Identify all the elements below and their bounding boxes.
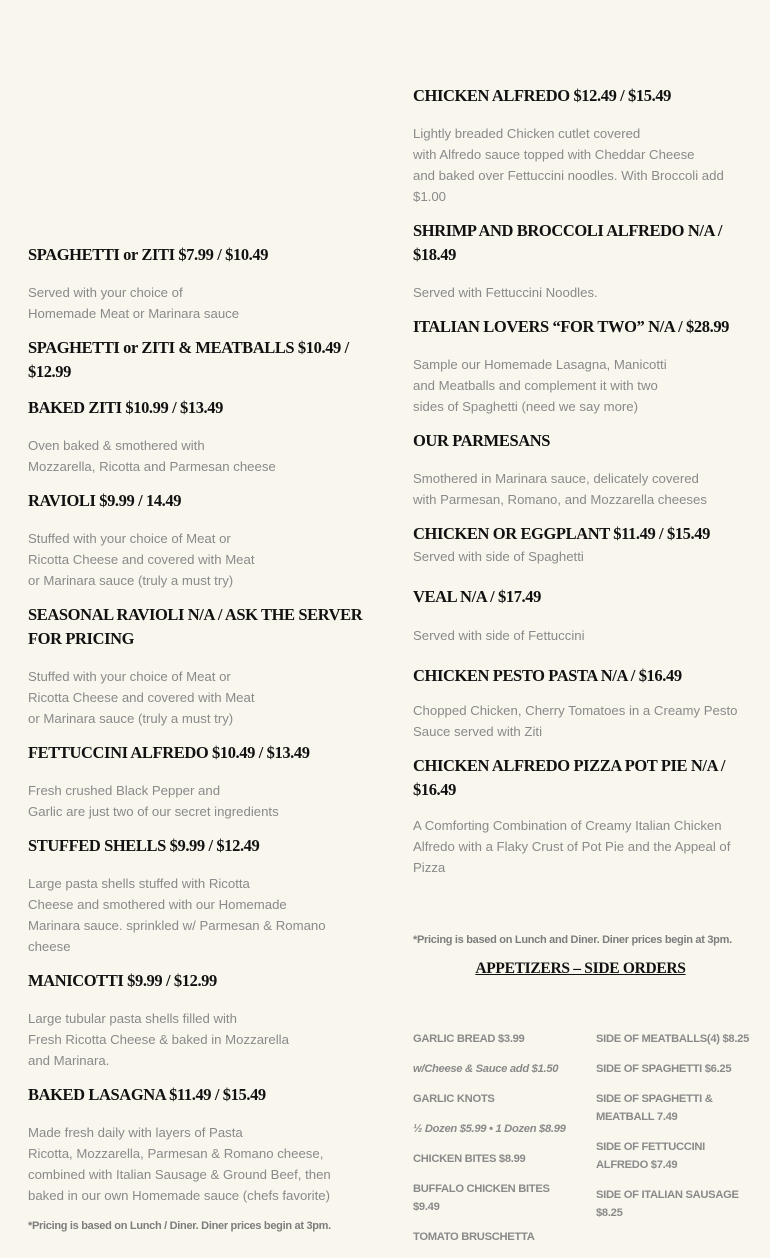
menu-item-description: Stuffed with your choice of Meat or Ricotta Cheese and covered with Meat or Marinara sauce (truly a must try) bbox=[28, 531, 255, 588]
menu-item bbox=[413, 664, 748, 742]
menu-item bbox=[413, 585, 748, 646]
menu-item-title: SPAGHETTI or ZITI & MEATBALLS $10.49 / $12.99 bbox=[28, 338, 349, 381]
menu-item-title: SPAGHETTI or ZITI $7.99 / $10.49 bbox=[28, 245, 269, 264]
appetizer-item: BUFFALO CHICKEN BITES $9.49 bbox=[413, 1183, 550, 1213]
appetizer-item: SIDE OF SPAGHETTI & MEATBALL 7.49 bbox=[596, 1093, 713, 1123]
menu-item bbox=[28, 1083, 363, 1206]
menu-item-title: STUFFED SHELLS $9.99 / $12.49 bbox=[28, 836, 260, 855]
menu-item-title: BAKED LASAGNA $11.49 / $15.49 bbox=[28, 1085, 266, 1104]
menu-item-description: Large tubular pasta shells filled with Fresh Ricotta Cheese & baked in Mozzarella and Marinara. bbox=[28, 1011, 289, 1068]
menu-item bbox=[28, 336, 363, 384]
menu-item-description: Sample our Homemade Lasagna, Manicotti and Meatballs and complement it with two sides of Spaghetti (need we say more) bbox=[413, 357, 667, 414]
appetizer-item: SIDE OF ITALIAN SAUSAGE $8.25 bbox=[596, 1189, 739, 1219]
menu-item bbox=[413, 429, 748, 510]
menu-item-title: RAVIOLI $9.99 / 14.49 bbox=[28, 491, 182, 510]
menu-item bbox=[413, 522, 748, 567]
menu-item-description: Made fresh daily with layers of Pasta Ricotta, Mozzarella, Parmesan & Romano cheese, combined with Italian Sausage & Ground Beef, then baked in our own Homemade sauce (chefs favorite) bbox=[28, 1125, 331, 1203]
left-menu-column bbox=[28, 243, 363, 1232]
menu-item bbox=[413, 315, 748, 417]
menu-item-title: SEASONAL RAVIOLI N/A / ASK THE SERVER FOR PRICING bbox=[28, 605, 363, 648]
menu-item bbox=[413, 219, 748, 303]
appetizer-item: w/Cheese & Sauce add $1.50 bbox=[413, 1063, 559, 1075]
menu-item-description: Large pasta shells stuffed with Ricotta Cheese and smothered with our Homemade Marinara sauce. sprinkled w/ Parmesan & Romano cheese bbox=[28, 876, 326, 954]
menu-item-title: CHICKEN ALFREDO $12.49 / $15.49 bbox=[413, 86, 672, 105]
appetizer-item: GARLIC KNOTS bbox=[413, 1093, 495, 1105]
menu-item-title: SHRIMP AND BROCCOLI ALFREDO N/A / $18.49 bbox=[413, 221, 723, 264]
menu-item bbox=[28, 741, 363, 822]
menu-item-title: CHICKEN ALFREDO PIZZA POT PIE N/A / $16.49 bbox=[413, 756, 726, 799]
menu-item-description: Served with side of Spaghetti bbox=[413, 549, 584, 564]
menu-item-title: OUR PARMESANS bbox=[413, 431, 551, 450]
menu-item-description: Stuffed with your choice of Meat or Ricotta Cheese and covered with Meat or Marinara sauce (truly a must try) bbox=[28, 669, 255, 726]
right-menu-column bbox=[413, 84, 748, 978]
menu-item bbox=[28, 243, 363, 324]
menu-item-title: CHICKEN OR EGGPLANT $11.49 / $15.49 bbox=[413, 524, 710, 543]
menu-item-description: Served with Fettuccini Noodles. bbox=[413, 285, 598, 300]
menu-item-title: VEAL N/A / $17.49 bbox=[413, 587, 541, 606]
menu-item bbox=[28, 396, 363, 477]
menu-item bbox=[413, 84, 748, 207]
menu-item-description: Lightly breaded Chicken cutlet covered with Alfredo sauce topped with Cheddar Cheese and baked over Fettuccini noodles. With Broccoli add $1.00 bbox=[413, 126, 724, 204]
menu-item bbox=[28, 603, 363, 729]
menu-item-description: A Comforting Combination of Creamy Italian Chicken Alfredo with a Flaky Crust of Pot Pie and the Appeal of Pizza bbox=[413, 818, 731, 875]
appetizer-item: SIDE OF SPAGHETTI $6.25 bbox=[596, 1063, 732, 1075]
menu-item-title: FETTUCCINI ALFREDO $10.49 / $13.49 bbox=[28, 743, 310, 762]
appetizer-item: CHICKEN BITES $8.99 bbox=[413, 1153, 526, 1165]
menu-item bbox=[28, 969, 363, 1071]
appetizer-item: SIDE OF MEATBALLS(4) $8.25 bbox=[596, 1033, 749, 1045]
appetizers-column-2 bbox=[596, 1030, 756, 1234]
menu-item-description: Served with side of Fettuccini bbox=[413, 628, 585, 643]
menu-item-title: CHICKEN PESTO PASTA N/A / $16.49 bbox=[413, 666, 682, 685]
appetizers-heading: APPETIZERS – SIDE ORDERS bbox=[475, 960, 686, 977]
appetizers-column-1 bbox=[413, 1030, 573, 1258]
menu-item bbox=[28, 834, 363, 957]
appetizer-item: SIDE OF FETTUCCINI ALFREDO $7.49 bbox=[596, 1141, 705, 1171]
menu-item-description: Served with your choice of Homemade Meat or Marinara sauce bbox=[28, 285, 240, 321]
menu-item-title: ITALIAN LOVERS “FOR TWO” N/A / $28.99 bbox=[413, 317, 730, 336]
menu-item bbox=[28, 489, 363, 591]
appetizer-item: ½ Dozen $5.99 • 1 Dozen $8.99 bbox=[413, 1123, 566, 1135]
pricing-note: *Pricing is based on Lunch / Diner. Diner prices begin at 3pm. bbox=[28, 1220, 331, 1232]
menu-item-title: MANICOTTI $9.99 / $12.99 bbox=[28, 971, 217, 990]
menu-item-title: BAKED ZITI $10.99 / $13.49 bbox=[28, 398, 223, 417]
pricing-note: *Pricing is based on Lunch and Diner. Diner prices begin at 3pm. bbox=[413, 934, 732, 946]
menu-item-description: Chopped Chicken, Cherry Tomatoes in a Creamy Pesto Sauce served with Ziti bbox=[413, 703, 738, 739]
appetizer-item: TOMATO BRUSCHETTA bbox=[413, 1231, 535, 1243]
menu-item-description: Fresh crushed Black Pepper and Garlic are just two of our secret ingredients bbox=[28, 783, 279, 819]
menu-item-description: Oven baked & smothered with Mozzarella, Ricotta and Parmesan cheese bbox=[28, 438, 276, 474]
appetizer-item: GARLIC BREAD $3.99 bbox=[413, 1033, 525, 1045]
menu-item bbox=[413, 754, 748, 878]
menu-item-description: Smothered in Marinara sauce, delicately covered with Parmesan, Romano, and Mozzarella cheeses bbox=[413, 471, 707, 507]
